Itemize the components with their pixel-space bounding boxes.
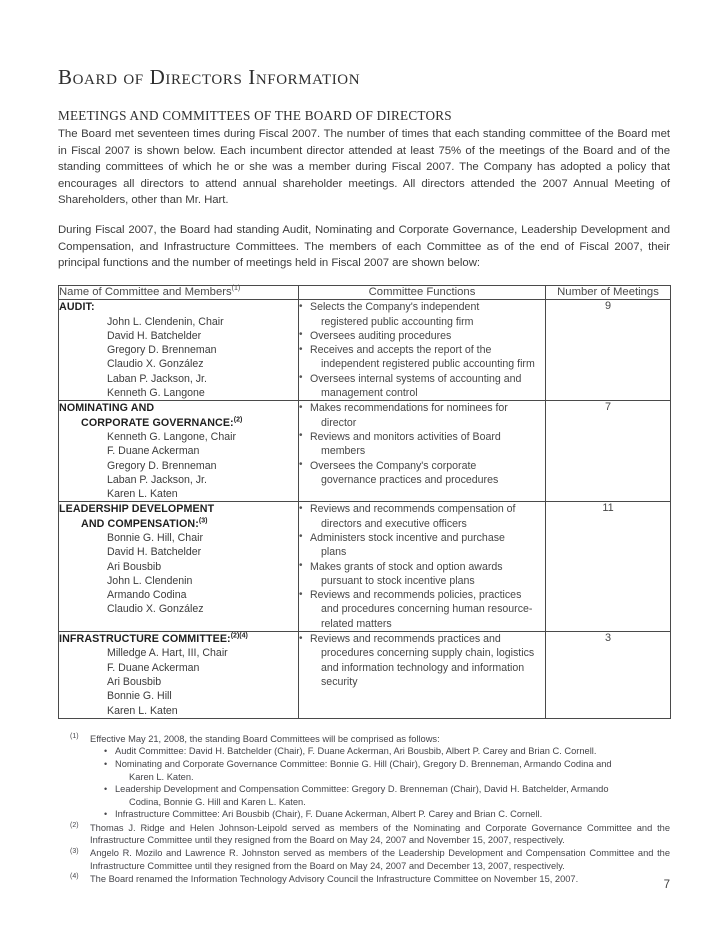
committee-name-cell xyxy=(59,632,299,719)
page-number: 7 xyxy=(663,879,670,891)
meetings-count-cell: 9 xyxy=(546,300,671,401)
footnote-text: The Board renamed the Information Technology Advisory Council the Infrastructure Committee on November 15, 2007. xyxy=(90,873,579,884)
function-text: Reviews and recommends practices and xyxy=(310,633,501,646)
member-list xyxy=(59,531,298,617)
committee-title-line2: CORPORATE GOVERNANCE:$^{(2)}$ xyxy=(81,416,243,429)
table-row xyxy=(59,300,671,401)
function-text-continued: independent registered public accounting firm xyxy=(321,358,535,371)
member-name: John L. Clendenin xyxy=(107,574,193,587)
function-text: Administers stock incentive and purchase xyxy=(310,531,505,544)
function-item xyxy=(299,343,545,372)
committee-title: NOMINATING AND xyxy=(59,402,155,415)
column-header-meetings: Number of Meetings xyxy=(546,285,671,300)
footnote-ref-1: (1) xyxy=(231,284,241,292)
committee-name-cell xyxy=(59,502,299,632)
member-name: John L. Clendenin, Chair xyxy=(107,315,224,328)
member-name: Karen L. Katen xyxy=(107,488,178,501)
member-name: Claudio X. González xyxy=(107,603,204,616)
committee-name-cell xyxy=(59,401,299,502)
function-item xyxy=(299,459,545,488)
function-text-continued: governance practices and procedures xyxy=(321,473,499,486)
footnote-ref: (2) xyxy=(233,416,243,424)
footnote-marker: (4) xyxy=(70,873,79,881)
member-name: Bonnie G. Hill xyxy=(107,690,172,703)
function-text: Oversees internal systems of accounting and xyxy=(310,372,522,385)
footnote-item xyxy=(66,733,670,821)
function-item xyxy=(299,430,545,459)
function-text: Reviews and recommends compensation of xyxy=(310,503,516,516)
footnote-item xyxy=(66,873,670,886)
table-row xyxy=(59,502,671,632)
meetings-count-cell: 3 xyxy=(546,632,671,719)
function-list xyxy=(299,502,545,631)
member-name: F. Duane Ackerman xyxy=(107,661,200,674)
meetings-count-cell: 7 xyxy=(546,401,671,502)
intro-paragraph-2: During Fiscal 2007, the Board had standing Audit, Nominating and Corporate Governance, Leadership Development and Compensation, and Infrastructure Committees. The members of each Committee as of the end of Fiscal 2007, their principal functions and the number of meetings held in Fiscal 2007 are shown below: xyxy=(58,223,670,270)
member-name: David H. Batchelder xyxy=(107,546,202,559)
function-list xyxy=(299,300,545,400)
committee-title: LEADERSHIP DEVELOPMENT xyxy=(59,503,215,516)
footnote-sublist xyxy=(90,745,670,821)
function-text: Reviews and recommends policies, practices xyxy=(310,589,522,602)
function-text-continued: and procedures concerning human resource-related matters xyxy=(321,603,533,630)
function-text-continued: management control xyxy=(321,387,418,400)
footnote-ref: (2)(4) xyxy=(230,632,248,640)
member-name: Armando Codina xyxy=(107,589,187,602)
function-item xyxy=(299,502,545,531)
committee-functions-cell xyxy=(299,502,546,632)
footnote-text: Thomas J. Ridge and Helen Johnson-Leipold served as members of the Nominating and Corporate Governance Committee and the Infrastructure Committee until they resigned from the Board on May 24, 2007 and November 15, 2007, respectively. xyxy=(90,822,670,846)
function-text: Oversees auditing procedures xyxy=(310,329,452,342)
footnote-item xyxy=(66,822,670,847)
member-name: Gregory D. Brenneman xyxy=(107,344,217,357)
column-header-name xyxy=(59,285,299,300)
member-name: David H. Batchelder xyxy=(107,329,202,342)
function-text: Receives and accepts the report of the xyxy=(310,344,492,357)
function-text-continued: members xyxy=(321,445,366,458)
member-name: Gregory D. Brenneman xyxy=(107,459,217,472)
footnote-subitem-continued: Codina, Bonnie G. Hill and Karen L. Katen. xyxy=(129,796,306,807)
footnote-marker: (1) xyxy=(70,733,79,741)
function-text: Selects the Company's independent xyxy=(310,301,480,314)
function-item xyxy=(299,329,545,343)
function-text-continued: director xyxy=(321,416,357,429)
table-body xyxy=(59,300,671,719)
committee-title: AUDIT: xyxy=(59,301,95,314)
function-text-continued: plans xyxy=(321,546,347,559)
member-name: Kenneth G. Langone, Chair xyxy=(107,430,236,443)
member-name: Claudio X. González xyxy=(107,358,204,371)
table-header-row xyxy=(59,285,671,300)
footnote-subitem xyxy=(104,745,670,758)
member-name: Laban P. Jackson, Jr. xyxy=(107,473,207,486)
footnote-ref: (3) xyxy=(198,517,208,525)
function-item xyxy=(299,588,545,631)
footnote-subitem xyxy=(104,758,670,783)
committee-functions-cell xyxy=(299,300,546,401)
meetings-count-cell: 11 xyxy=(546,502,671,632)
function-list xyxy=(299,401,545,487)
member-name: F. Duane Ackerman xyxy=(107,445,200,458)
column-header-functions: Committee Functions xyxy=(299,285,546,300)
function-item xyxy=(299,531,545,560)
footnote-subitem-text: Audit Committee: David H. Batchelder (Chair), F. Duane Ackerman, Ari Bousbib, Albert P. Carey and Brian C. Cornell. xyxy=(115,746,597,757)
footnotes-section xyxy=(58,733,670,886)
member-name: Karen L. Katen xyxy=(107,704,178,717)
footnote-marker: (3) xyxy=(70,847,79,855)
function-text-continued: procedures concerning supply chain, logistics and information technology and information security xyxy=(321,647,535,688)
function-text: Oversees the Company's corporate xyxy=(310,459,477,472)
member-list xyxy=(59,315,298,401)
column-header-name-label: Name of Committee and Members xyxy=(59,285,232,298)
function-text: Makes grants of stock and option awards xyxy=(310,560,503,573)
committee-title-line2: AND COMPENSATION:$^{(3)}$ xyxy=(81,517,208,530)
committee-name-cell xyxy=(59,300,299,401)
footnote-subitem xyxy=(104,808,670,821)
page-title: Board of Directors Information xyxy=(58,65,361,89)
footnote-text: Angelo R. Mozilo and Lawrence R. Johnston served as members of the Leadership Development and Compensation Committee and the Infrastructure Committee until they resigned from the Board on May 24, 2007 and December 13, 2007, respectively. xyxy=(90,848,670,871)
function-text-continued: registered public accounting firm xyxy=(321,315,474,328)
footnote-item xyxy=(66,847,670,872)
intro-paragraph-1: The Board met seventeen times during Fiscal 2007. The number of times that each standing committee of the Board met in Fiscal 2007 is shown below. Each incumbent director attended at least 75% of the meetings of the Board and of the standing committees of which he or she was a member during Fiscal 2007. The Company has adopted a policy that encourages all directors to attend annual shareholder meetings. All directors attended the 2007 Annual Meeting of Shareholders, other than Mr. Hart. xyxy=(58,127,670,207)
table-row xyxy=(59,401,671,502)
function-item xyxy=(299,560,545,589)
function-text-continued: directors and executive officers xyxy=(321,517,467,530)
footnote-marker: (2) xyxy=(70,822,79,829)
footnote-subitem-continued: Karen L. Katen. xyxy=(129,771,194,782)
member-name: Milledge A. Hart, III, Chair xyxy=(107,647,228,660)
function-list xyxy=(299,632,545,689)
member-name: Bonnie G. Hill, Chair xyxy=(107,531,203,544)
committee-functions-cell xyxy=(299,632,546,719)
footnote-text: Effective May 21, 2008, the standing Board Committees will be comprised as follows: xyxy=(90,733,440,744)
committee-table xyxy=(58,285,671,719)
function-item xyxy=(299,372,545,401)
function-item xyxy=(299,632,545,689)
member-name: Laban P. Jackson, Jr. xyxy=(107,372,207,385)
committee-functions-cell xyxy=(299,401,546,502)
member-name: Kenneth G. Langone xyxy=(107,387,205,400)
function-text-continued: pursuant to stock incentive plans xyxy=(321,574,475,587)
footnote-subitem-text: Leadership Development and Compensation Committee: Gregory D. Brenneman (Chair), David H. Batchelder, Armando xyxy=(115,784,609,795)
member-list xyxy=(59,430,298,501)
footnote-subitem xyxy=(104,783,670,808)
table-row xyxy=(59,632,671,719)
footnote-subitem-text: Infrastructure Committee: Ari Bousbib (Chair), F. Duane Ackerman, Albert P. Carey and Brian C. Cornell. xyxy=(115,809,543,820)
function-text: Makes recommendations for nominees for xyxy=(310,402,508,415)
member-list xyxy=(59,646,298,717)
committee-title: INFRASTRUCTURE COMMITTEE:$^{(2)(4)}$ xyxy=(59,632,248,646)
member-name: Ari Bousbib xyxy=(107,675,162,688)
function-item xyxy=(299,300,545,329)
member-name: Ari Bousbib xyxy=(107,560,162,573)
function-text: Reviews and monitors activities of Board xyxy=(310,430,501,443)
footnote-subitem-text: Nominating and Corporate Governance Committee: Bonnie G. Hill (Chair), Gregory D. Brenneman, Armando Codina and xyxy=(115,759,612,770)
function-item xyxy=(299,401,545,430)
section-heading: MEETINGS AND COMMITTEES OF THE BOARD OF DIRECTORS xyxy=(58,108,452,124)
